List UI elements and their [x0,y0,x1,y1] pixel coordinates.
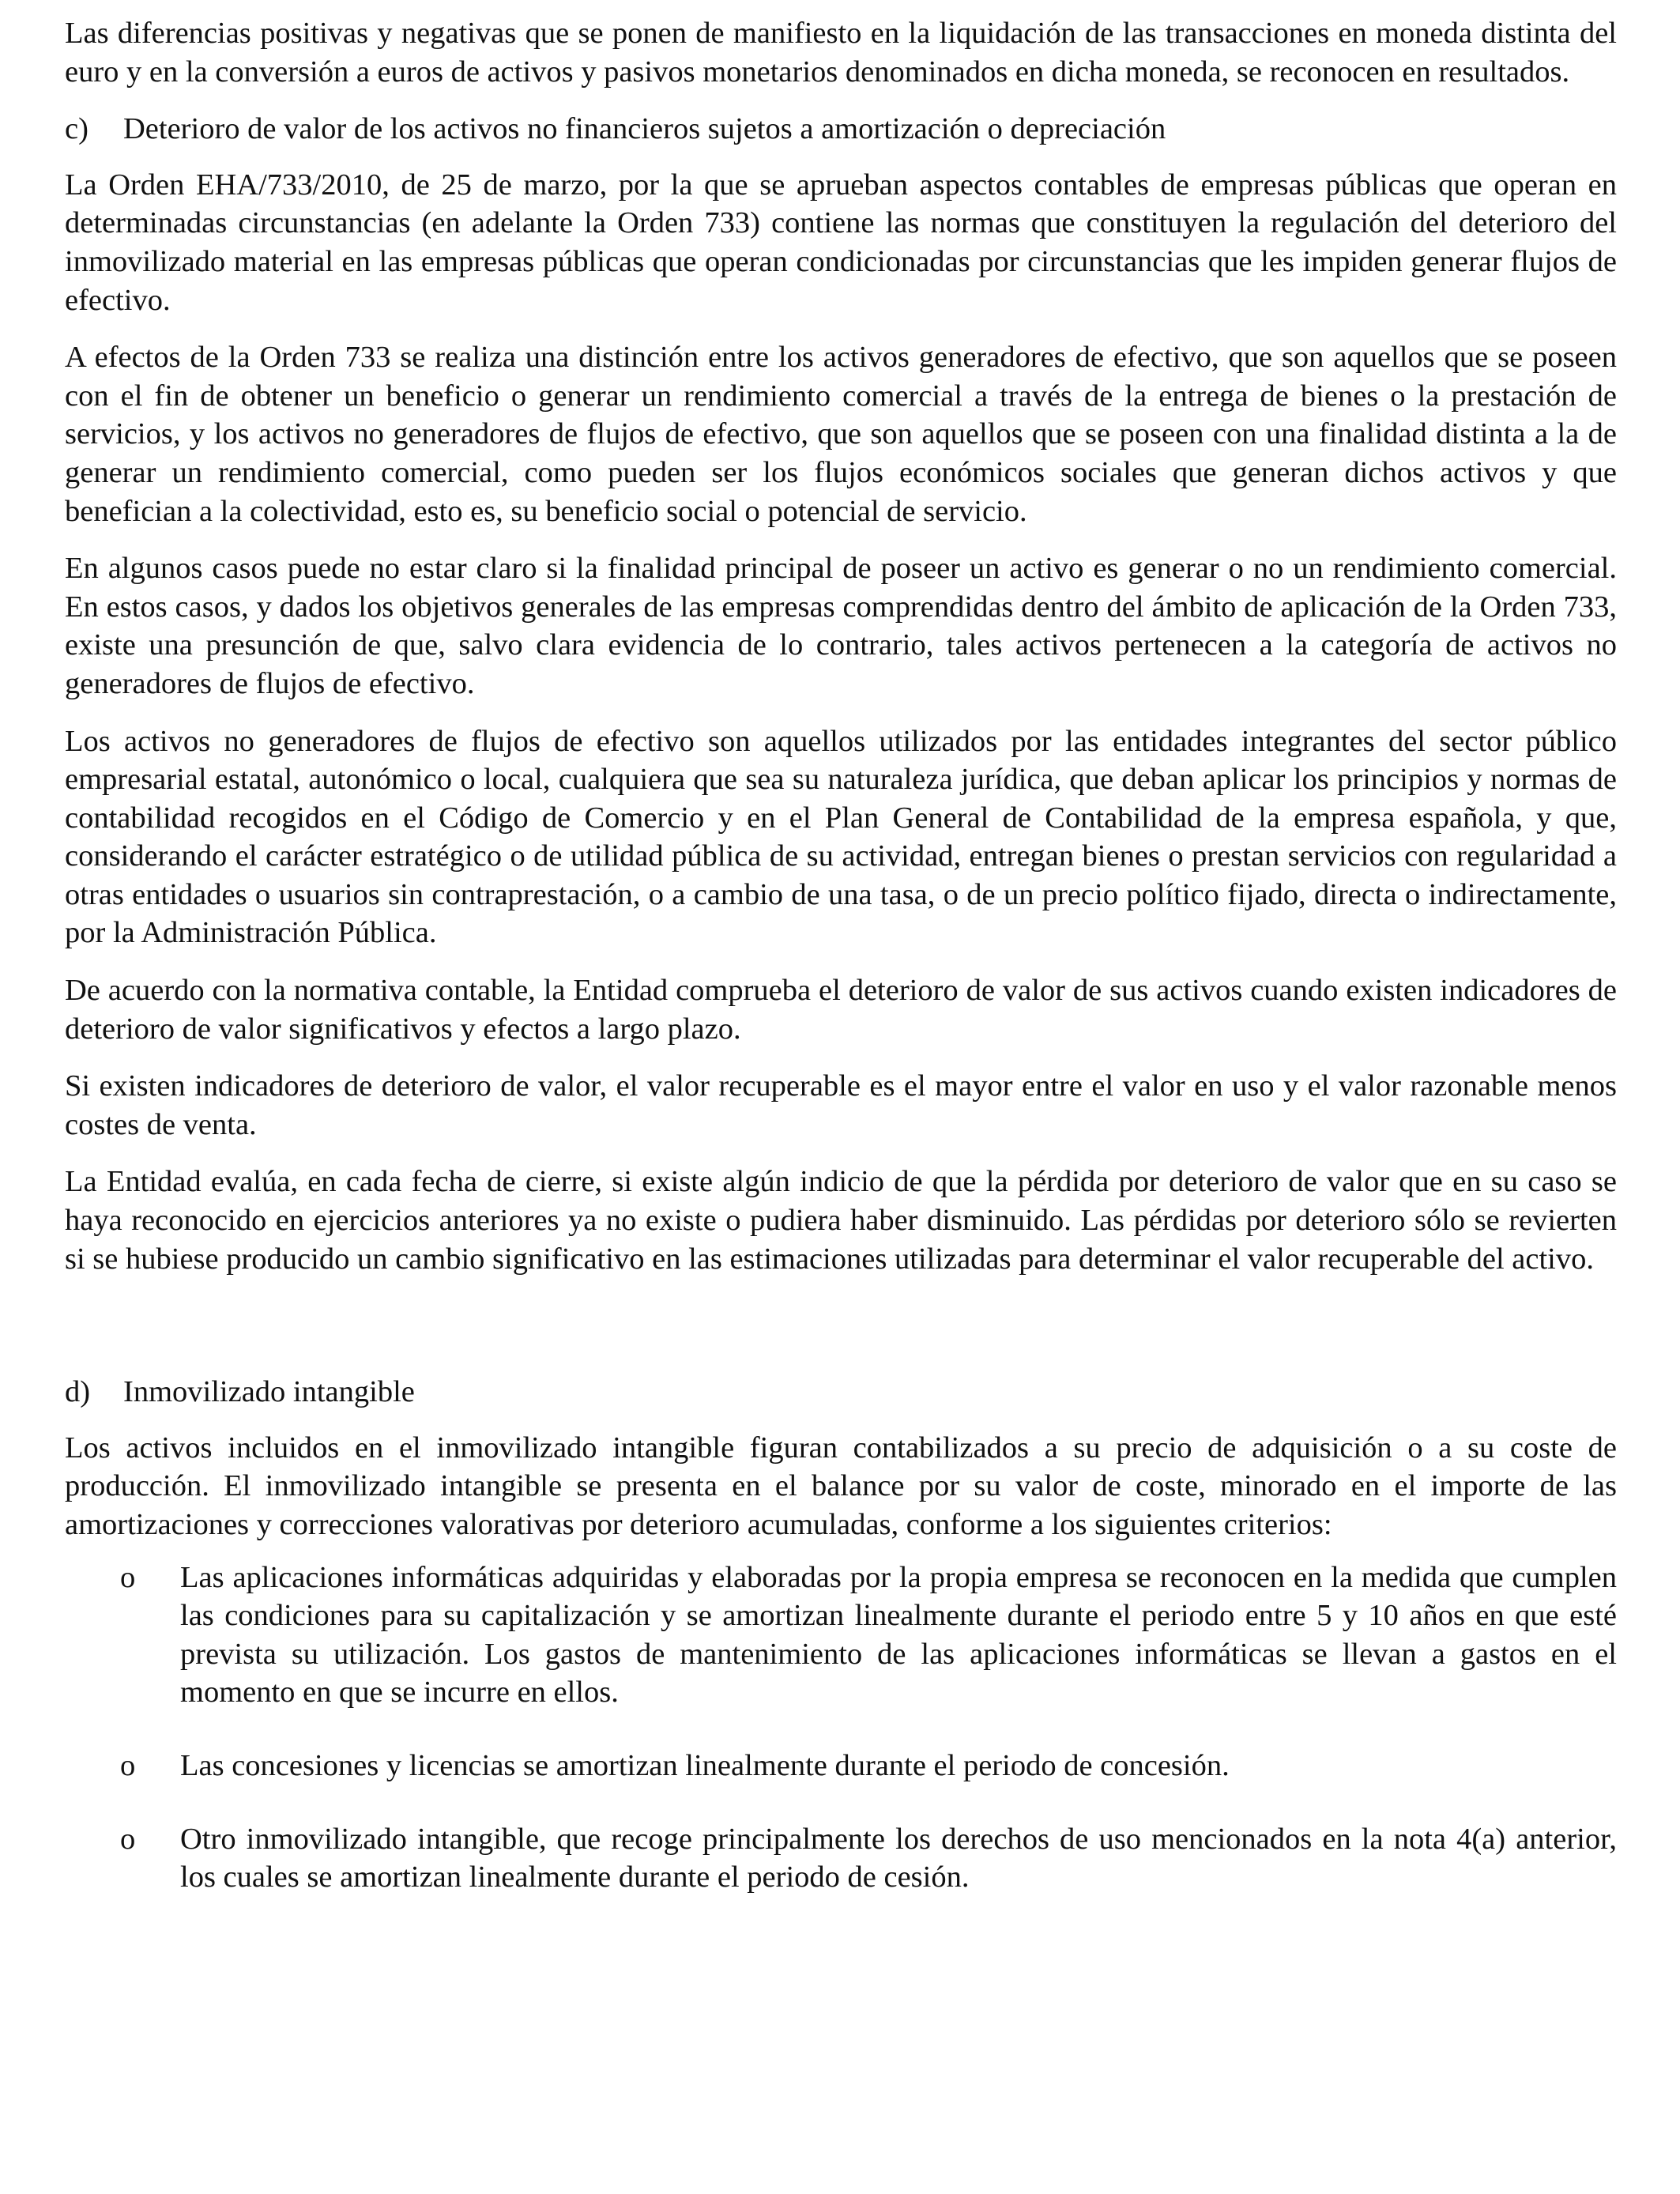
paragraph-asset-distinction: A efectos de la Orden 733 se realiza una distinción entre los activos generadores de efectivo, que son aquellos que se poseen con el fin de obtener un beneficio o generar un rendimiento comercial a través de la entrega de bienes o la prestación de servicios, y los activos no generadores de flujos de efectivo, que son aquellos que se poseen con una finalidad distinta a la de generar un rendimiento comercial, como pueden ser los flujos económicos sociales que generan dichos activos y que benefician a la colectividad, esto es, su beneficio social o potencial de servicio. [65,341,1617,528]
paragraph-presumption: En algunos casos puede no estar claro si la finalidad principal de poseer un activo es generar o no un rendimiento comercial. En estos casos, y dados los objetivos generales de las empresas comprendidas dentro del ámbito de aplicación de la Orden 733, existe una presunción de que, salvo clara evidencia de lo contrario, tales activos pertenecen a la categoría de activos no generadores de flujos de efectivo. [65,552,1617,700]
section-c-heading [65,110,1617,149]
list-item-text: Las aplicaciones informáticas adquiridas y elaboradas por la propia empresa se reconocen en la medida que cumplen las condiciones para su capitalización y se amortizan linealmente durante el periodo entre 5 y 10 años en que esté prevista su utilización. Los gastos de mantenimiento de las aplicaciones informáticas se llevan a gastos en el momento en que se incurre en ellos. [180,1560,1617,1710]
paragraph-reversal: La Entidad evalúa, en cada fecha de cierre, si existe algún indicio de que la pérdida por deterioro de valor que en su caso se haya reconocido en ejercicios anteriores ya no existe o pudiera haber disminuido. Las pérdidas por deterioro sólo se revierten si se hubiese producido un cambio significativo en las estimaciones utilizadas para determinar el valor recuperable del activo. [65,1165,1617,1276]
bullet-mark: o [120,1822,136,1856]
list-item [65,1559,1617,1712]
criteria-list [65,1559,1617,1897]
section-d-heading [65,1373,1617,1412]
paragraph-non-generating-assets: Los activos no generadores de flujos de efectivo son aquellos utilizados por las entidades integrantes del sector público empresarial estatal, autonómico o local, cualquiera que sea su naturaleza jurídica, que deban aplicar los principios y normas de contabilidad recogidos en el Código de Comercio y en el Plan General de Contabilidad de la empresa española, y que, considerando el carácter estratégico o de utilidad pública de su actividad, entregan bienes o prestan servicios con regularidad a otras entidades o usuarios sin contraprestación, o a cambio de una tasa, o de un precio político fijado, directa o indirectamente, por la Administración Pública. [65,724,1617,950]
paragraph-recoverable-value: Si existen indicadores de deterioro de valor, el valor recuperable es el mayor entre el valor en uso y el valor razonable menos costes de venta. [65,1069,1617,1141]
paragraph-orden-733: La Orden EHA/733/2010, de 25 de marzo, por la que se aprueban aspectos contables de empresas públicas que operan en determinadas circunstancias (en adelante la Orden 733) contiene las normas que constituyen la regulación del deterioro del inmovilizado material en las empresas públicas que operan condicionadas por circunstancias que les impiden generar flujos de efectivo. [65,168,1617,317]
bullet-mark: o [120,1560,136,1594]
section-d-title: Inmovilizado intangible [123,1375,415,1409]
list-item-text: Otro inmovilizado intangible, que recoge principalmente los derechos de uso mencionados en la nota 4(a) anterior, los cuales se amortizan linealmente durante el periodo de cesión. [180,1822,1617,1894]
paragraph-intangible-intro: Los activos incluidos en el inmovilizado intangible figuran contabilizados a su precio de adquisición o a su coste de producción. El inmovilizado intangible se presenta en el balance por su valor de coste, minorado en el importe de las amortizaciones y correcciones valorativas por deterioro acumuladas, conforme a los siguientes criterios: [65,1431,1617,1541]
bullet-mark: o [120,1748,136,1782]
paragraph-currency-differences: Las diferencias positivas y negativas que se ponen de manifiesto en la liquidación de las transacciones en moneda distinta del euro y en la conversión a euros de activos y pasivos monetarios denominados en dicha moneda, se reconocen en resultados. [65,17,1617,89]
section-c-letter: c) [65,112,89,146]
section-c-title: Deterioro de valor de los activos no financieros sujetos a amortización o depreciación [123,112,1166,146]
list-item [65,1747,1617,1785]
list-item-text: Las concesiones y licencias se amortizan linealmente durante el periodo de concesión. [180,1748,1230,1782]
paragraph-impairment-check: De acuerdo con la normativa contable, la Entidad comprueba el deterioro de valor de sus activos cuando existen indicadores de deterioro de valor significativos y efectos a largo plazo. [65,974,1617,1046]
section-d-letter: d) [65,1375,91,1409]
list-item [65,1820,1617,1897]
